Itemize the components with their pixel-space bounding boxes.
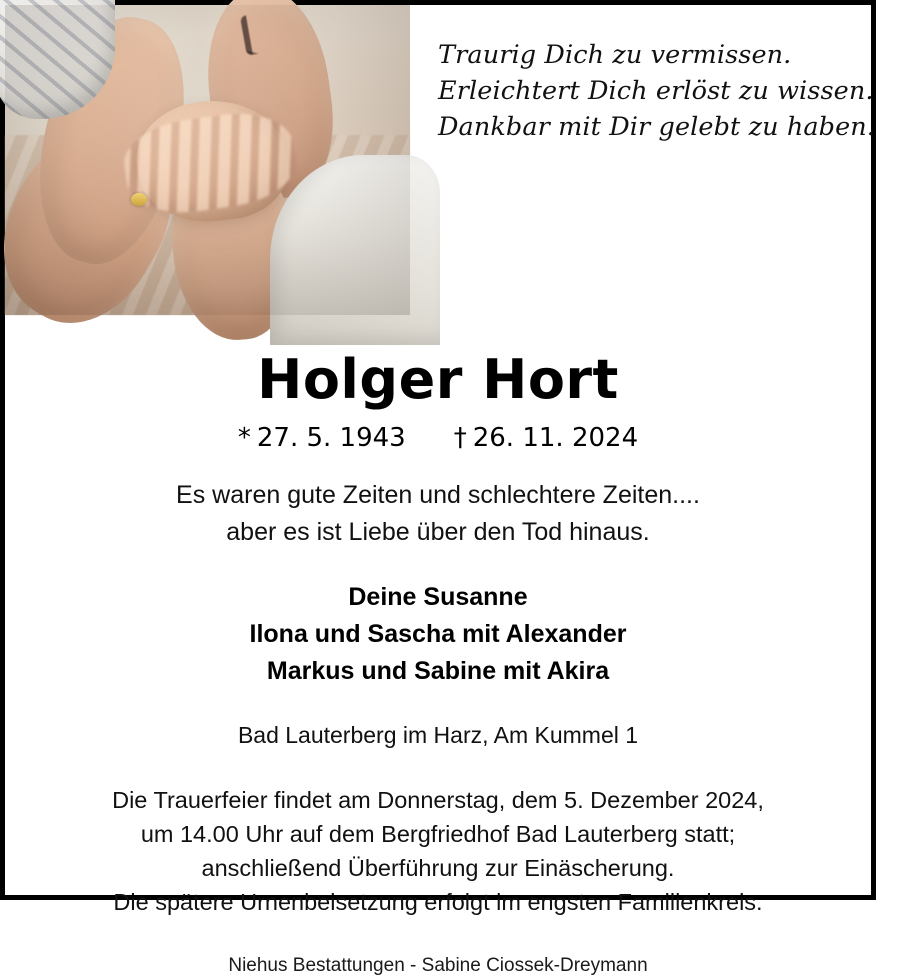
ceremony-line-3: anschließend Überführung zur Einäscherung.: [201, 855, 675, 882]
verse-line-2: Erleichtert Dich erlöst zu wissen.: [438, 76, 874, 107]
poem-block: [45, 477, 831, 551]
undertaker-line: Niehus Bestattungen - Sabine Ciossek-Dreymann: [228, 955, 648, 977]
ceremony-block: [45, 783, 831, 919]
verse-line-1: Traurig Dich zu vermissen.: [438, 40, 792, 70]
verse-line-3: Dankbar mit Dir gelebt zu haben.: [438, 112, 875, 143]
family-line-3: Markus und Sabine mit Akira: [266, 657, 610, 685]
birth-date: [238, 423, 406, 453]
hands-photo: [5, 5, 410, 315]
poem-line-2: aber es ist Liebe über den Tod hinaus.: [226, 518, 650, 546]
family-line-2: Ilona und Sascha mit Alexander: [249, 620, 627, 648]
obituary-body: [5, 453, 871, 977]
family-line-1: Deine Susanne: [348, 583, 528, 611]
life-dates: [5, 423, 871, 453]
ceremony-line-2: um 14.00 Uhr auf dem Bergfriedhof Bad Lauterberg statt;: [140, 821, 736, 848]
birth-symbol-icon: *: [237, 423, 251, 453]
family-block: [45, 579, 831, 690]
birth-date-value: 27. 5. 1943: [256, 423, 406, 453]
photo-vignette: [5, 5, 410, 315]
ceremony-line-4: Die spätere Urnenbeisetzung erfolgt im engsten Familienkreis.: [113, 889, 763, 916]
deceased-name: Holger Hort: [257, 348, 619, 411]
poem-line-1: Es waren gute Zeiten und schlechtere Zeiten....: [176, 481, 700, 509]
death-date-value: 26. 11. 2024: [472, 423, 639, 453]
death-date: [454, 423, 638, 453]
ceremony-line-1: Die Trauerfeier findet am Donnerstag, dem 5. Dezember 2024,: [112, 787, 764, 813]
obituary-header: [5, 5, 875, 323]
verse-block: [410, 5, 909, 146]
cross-icon: †: [453, 423, 467, 453]
address-line: Bad Lauterberg im Harz, Am Kummel 1: [237, 722, 639, 748]
